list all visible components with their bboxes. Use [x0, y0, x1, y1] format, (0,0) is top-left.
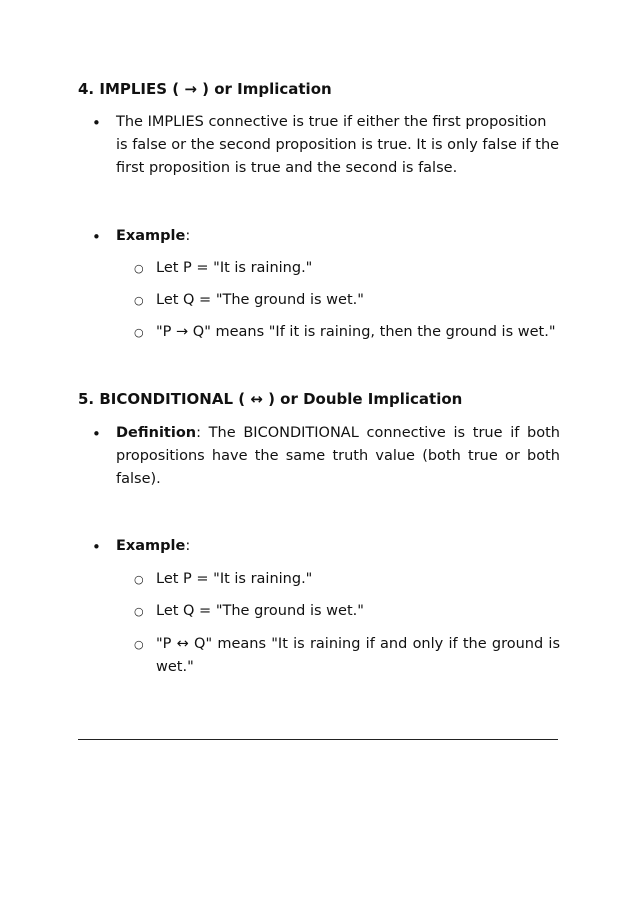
bullet-icon: •: [92, 114, 101, 132]
sub-bullet-icon: ○: [134, 326, 144, 339]
sub-bullet-icon: ○: [134, 573, 144, 586]
example-label: Example: [116, 228, 186, 244]
definition-label: Definition: [116, 425, 197, 441]
definition-text: : The BICONDITIONAL connective is true if both propositions have the same truth value (both true or both false).: [116, 425, 560, 487]
sub-bullet-icon: ○: [134, 605, 144, 618]
example-label-line: [116, 225, 560, 248]
sub-bullet-icon: ○: [134, 294, 144, 307]
section-5-heading: 5. BICONDITIONAL ( ↔ ) or Double Implication: [78, 390, 463, 408]
bullet-icon: •: [92, 538, 101, 556]
example-item: "P → Q" means "If it is raining, then the ground is wet.": [156, 324, 556, 340]
example-item: Let P = "It is raining.": [156, 571, 313, 587]
example-label: Example: [116, 538, 186, 554]
example-colon: :: [185, 228, 191, 244]
example-item: Let P = "It is raining.": [156, 260, 313, 276]
horizontal-rule: [78, 739, 558, 740]
implies-description: The IMPLIES connective is true if either the first proposition is false or the second proposition is true. It is only false if the first proposition is true and the second is false.: [116, 114, 560, 176]
example-label-line: [116, 535, 560, 558]
example-colon: :: [185, 538, 191, 554]
sub-bullet-icon: ○: [134, 262, 144, 275]
bullet-icon: •: [92, 228, 101, 246]
sub-bullet-icon: ○: [134, 638, 144, 651]
example-item: Let Q = "The ground is wet.": [156, 292, 364, 308]
section-4-heading: 4. IMPLIES ( → ) or Implication: [78, 80, 332, 98]
example-item: "P ↔ Q" means "It is raining if and only if the ground is wet.": [156, 636, 560, 675]
bullet-icon: •: [92, 425, 101, 443]
biconditional-definition: [116, 422, 560, 491]
example-item: Let Q = "The ground is wet.": [156, 603, 364, 619]
